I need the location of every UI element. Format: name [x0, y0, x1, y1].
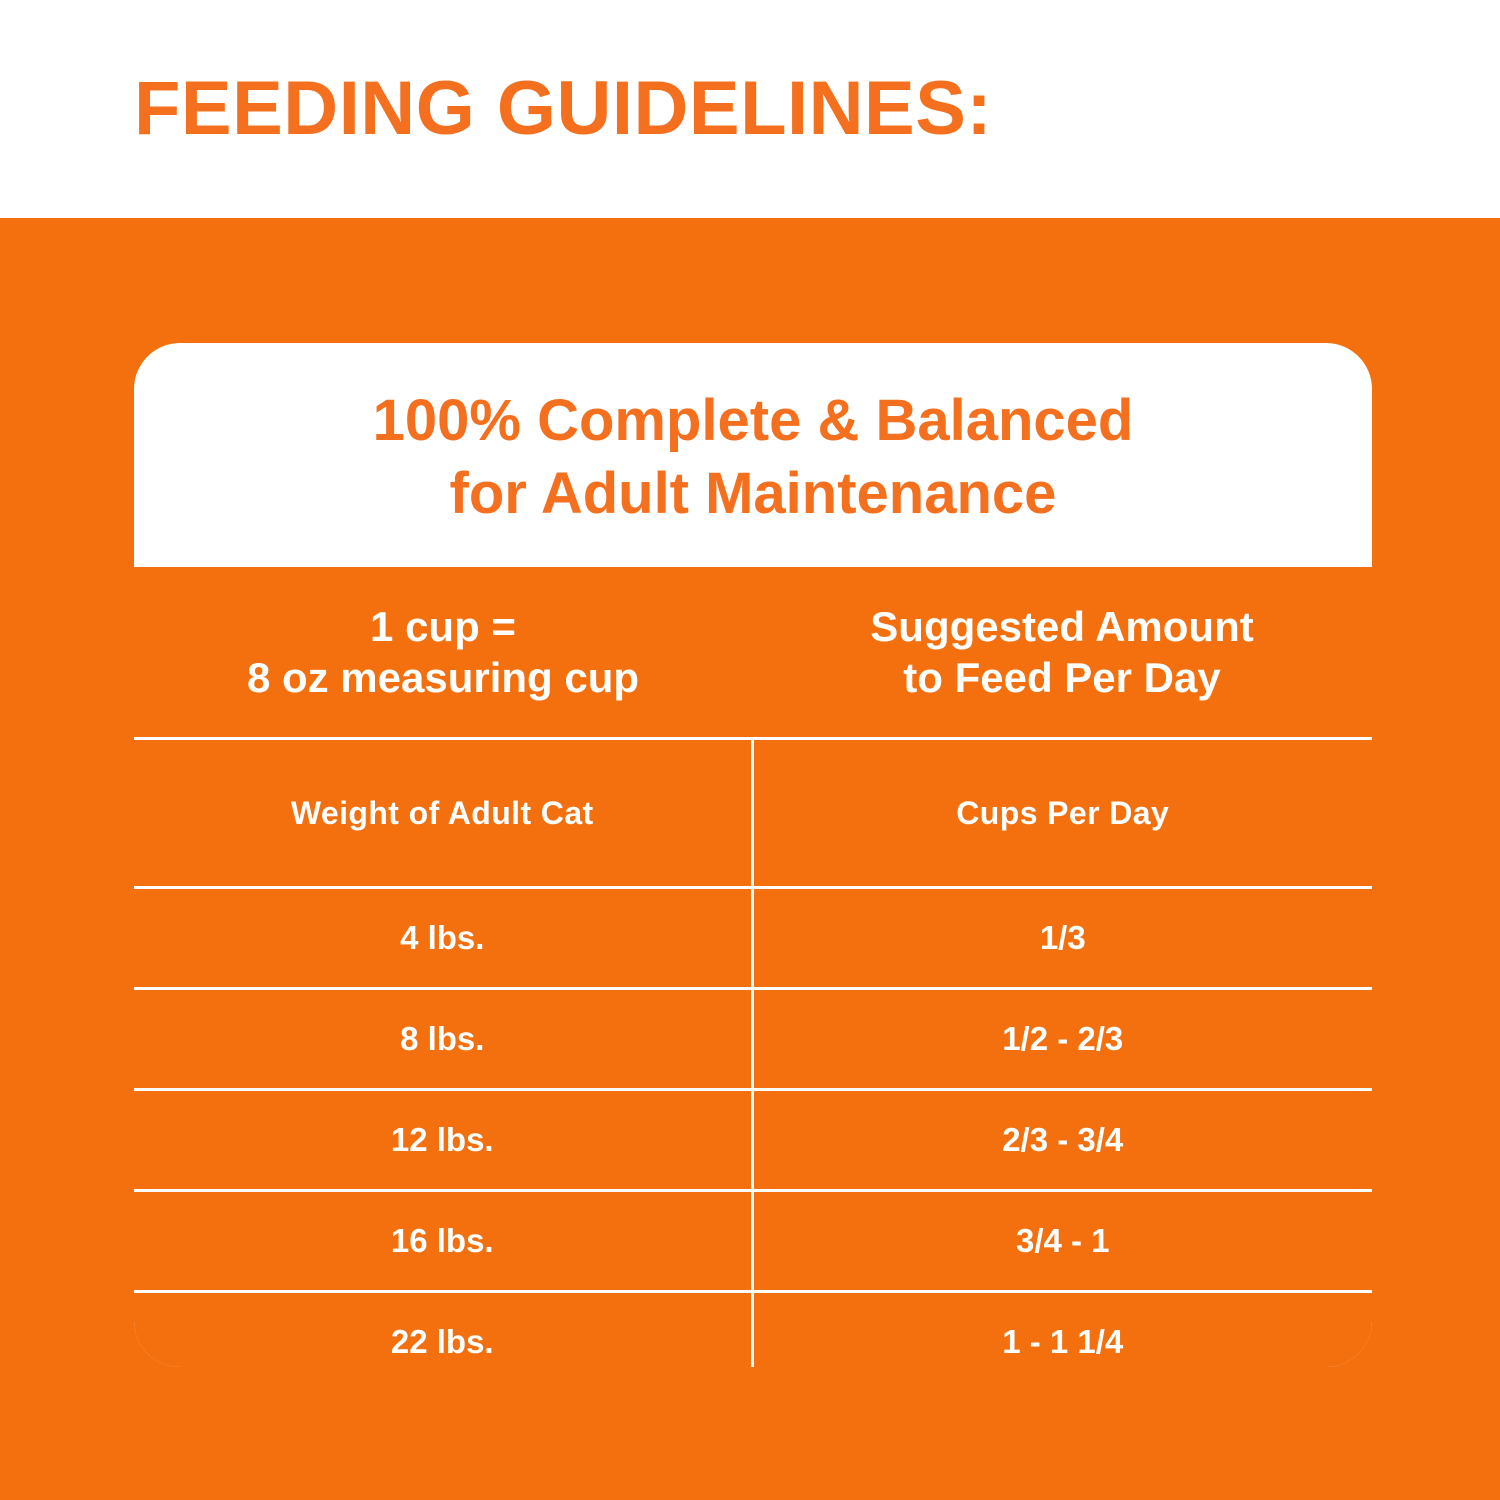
- suggested-amount-cell: [752, 567, 1372, 739]
- table-row: [134, 888, 1372, 989]
- table-top-header-row: [134, 567, 1372, 739]
- feeding-card: [134, 343, 1372, 1367]
- table-sub-header-row: [134, 739, 1372, 888]
- cell-weight: 16 lbs.: [134, 1191, 752, 1292]
- cell-weight: 8 lbs.: [134, 989, 752, 1090]
- table-row: [134, 1090, 1372, 1191]
- column-header-cups: Cups Per Day: [752, 739, 1372, 888]
- cup-definition-cell: [134, 567, 752, 739]
- table-row: [134, 1191, 1372, 1292]
- cell-weight: 12 lbs.: [134, 1090, 752, 1191]
- feeding-table: [134, 567, 1372, 1367]
- column-header-weight: Weight of Adult Cat: [134, 739, 752, 888]
- suggested-amount-line-1: Suggested Amount: [870, 602, 1254, 650]
- suggested-amount-line-2: to Feed Per Day: [903, 654, 1221, 701]
- table-row: [134, 1292, 1372, 1368]
- table-row: [134, 989, 1372, 1090]
- feeding-table-block: [134, 567, 1372, 1367]
- header-band: [0, 0, 1500, 218]
- cell-cups: 1/2 - 2/3: [752, 989, 1372, 1090]
- cell-weight: 22 lbs.: [134, 1292, 752, 1368]
- card-title: [134, 385, 1372, 530]
- cell-weight: 4 lbs.: [134, 888, 752, 989]
- cup-definition-line-2: 8 oz measuring cup: [246, 654, 640, 701]
- card-title-line-2: for Adult Maintenance: [449, 460, 1057, 526]
- cell-cups: 2/3 - 3/4: [752, 1090, 1372, 1191]
- page-title: FEEDING GUIDELINES:: [134, 66, 993, 151]
- cell-cups: 1/3: [752, 888, 1372, 989]
- card-title-line-1: 100% Complete & Balanced: [372, 388, 1134, 453]
- cell-cups: 3/4 - 1: [752, 1191, 1372, 1292]
- cup-definition-line-1: 1 cup =: [370, 602, 516, 650]
- cell-cups: 1 - 1 1/4: [1002, 1323, 1124, 1360]
